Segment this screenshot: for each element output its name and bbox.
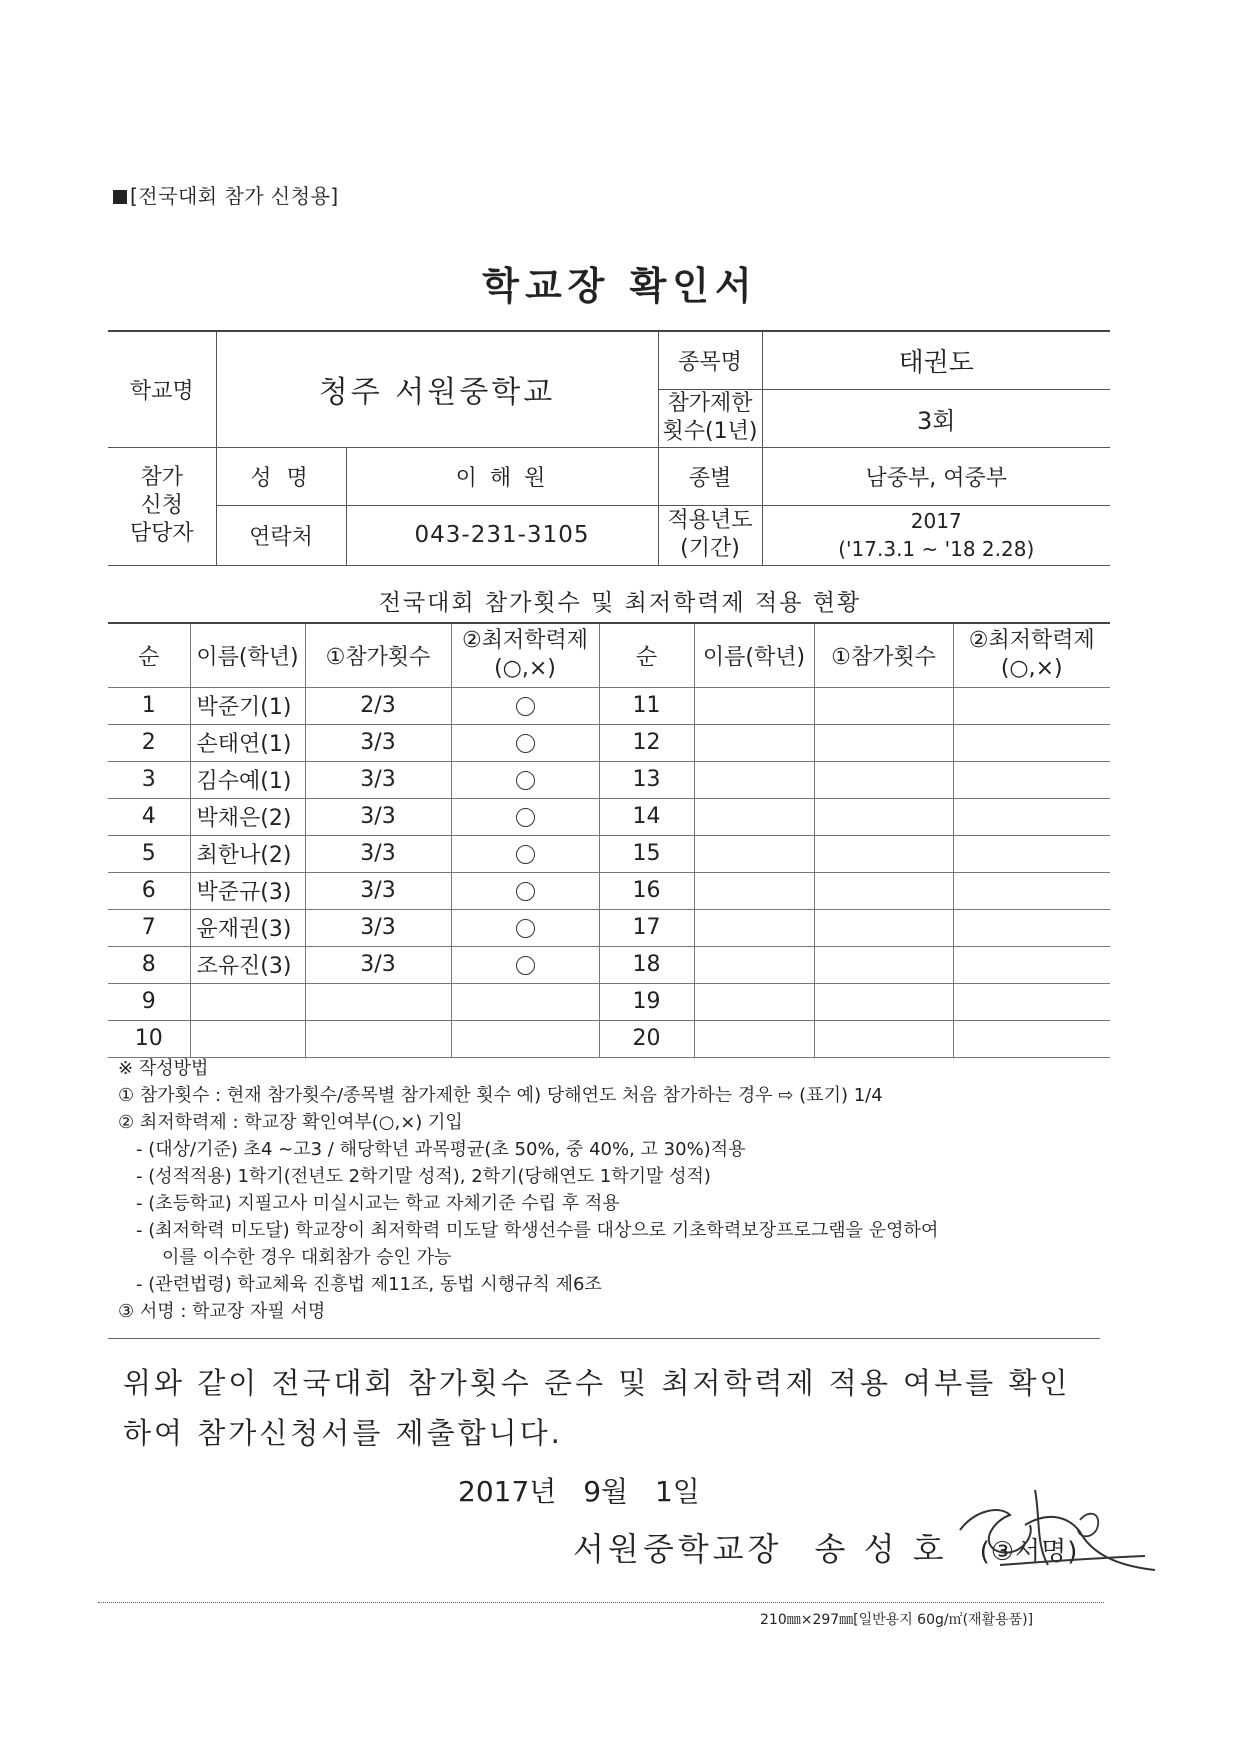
row-no-right: 14 — [599, 798, 694, 835]
note-item: - (대상/기준) 초4 ~고3 / 해당학년 과목평균(초 50%, 중 40%, 고 30%)적용 — [136, 1139, 746, 1160]
academic-check — [451, 983, 599, 1020]
participation-count: 3/3 — [305, 761, 451, 798]
year-label — [658, 505, 762, 565]
circle-mark-icon — [516, 919, 535, 938]
circle-mark-icon — [516, 956, 535, 975]
participation-count-right — [814, 724, 953, 761]
participation-count-right — [814, 687, 953, 724]
row-no-right: 16 — [599, 872, 694, 909]
student-name-right — [694, 687, 814, 724]
student-name-right — [694, 761, 814, 798]
applicant-label — [108, 447, 216, 565]
participation-count: 3/3 — [305, 946, 451, 983]
header-no-right: 순 — [599, 623, 694, 687]
student-name-right — [694, 1020, 814, 1057]
participation-count: 3/3 — [305, 872, 451, 909]
sport-value: 태권도 — [762, 331, 1110, 389]
participation-count-right — [814, 798, 953, 835]
limit-label-line1: 참가제한 — [667, 391, 753, 416]
student-name: 박채은(2) — [190, 798, 305, 835]
contact-value: 043-231-3105 — [346, 505, 658, 565]
footer-divider — [98, 1602, 1104, 1603]
table-row — [108, 687, 1110, 724]
writing-instructions — [118, 1055, 1108, 1325]
header-academic-right-line1: ②최저학력제 — [968, 628, 1095, 654]
info-table — [108, 330, 1110, 566]
document-title: 학교장 확인서 — [482, 264, 758, 308]
note-item: ② 최저학력제 : 학교장 확인여부(○,×) 기입 — [118, 1112, 463, 1133]
table-row — [108, 724, 1110, 761]
participation-count-right — [814, 946, 953, 983]
limit-label-line2: 횟수(1년) — [662, 419, 758, 444]
limit-label — [658, 389, 762, 447]
header-academic — [451, 623, 599, 687]
participation-count-right — [814, 909, 953, 946]
participation-count: 3/3 — [305, 909, 451, 946]
confirmation-date: 2017년 9월 1일 — [458, 1475, 700, 1508]
note-item: ① 참가횟수 : 현재 참가횟수/종목별 참가제한 횟수 예) 당해연도 처음 참가하는 경우 ⇨ (표기) 1/4 — [118, 1085, 883, 1106]
applicant-label-line1: 참가 — [140, 465, 183, 490]
records-table — [108, 622, 1110, 1058]
header-name-right: 이름(학년) — [694, 623, 814, 687]
academic-check-right — [953, 1020, 1110, 1057]
row-no-right: 12 — [599, 724, 694, 761]
note-item: - (성적적용) 1학기(전년도 2학기말 성적), 2학기(당해연도 1학기말 성적) — [136, 1166, 711, 1187]
circle-mark-icon — [516, 734, 535, 753]
table-row — [108, 946, 1110, 983]
student-name: 김수예(1) — [190, 761, 305, 798]
student-name — [190, 983, 305, 1020]
participation-count — [305, 1020, 451, 1057]
row-no-right: 11 — [599, 687, 694, 724]
academic-check — [451, 946, 599, 983]
academic-check-right — [953, 724, 1110, 761]
paper-spec: 210㎜×297㎜[일반용지 60g/㎡(재활용품)] — [760, 1612, 1034, 1628]
academic-check-right — [953, 946, 1110, 983]
row-no: 9 — [108, 983, 190, 1020]
academic-check-right — [953, 798, 1110, 835]
student-name-right — [694, 872, 814, 909]
header-count: ①참가횟수 — [305, 623, 451, 687]
student-name-right — [694, 835, 814, 872]
form-tag-text: [전국대회 참가 신청용] — [130, 184, 339, 208]
academic-check-right — [953, 909, 1110, 946]
participation-count: 3/3 — [305, 835, 451, 872]
confirmation-line1: 위와 같이 전국대회 참가횟수 준수 및 최저학력제 적용 여부를 확인 — [123, 1366, 1071, 1400]
participation-count — [305, 983, 451, 1020]
school-label: 학교명 — [108, 331, 216, 447]
student-name: 최한나(2) — [190, 835, 305, 872]
limit-value: 3회 — [762, 389, 1110, 447]
participation-count-right — [814, 872, 953, 909]
academic-check-right — [953, 835, 1110, 872]
academic-check — [451, 872, 599, 909]
circle-mark-icon — [516, 845, 535, 864]
academic-check — [451, 761, 599, 798]
student-name: 박준규(3) — [190, 872, 305, 909]
confirmation-line2: 하여 참가신청서를 제출합니다. — [123, 1416, 563, 1450]
name-value: 이 해 원 — [346, 447, 658, 505]
table-row — [108, 983, 1110, 1020]
form-tag — [113, 180, 339, 209]
records-header-row — [108, 623, 1110, 687]
applicant-label-line2: 신청 — [140, 493, 183, 518]
division-label: 종별 — [658, 447, 762, 505]
academic-check — [451, 909, 599, 946]
student-name-right — [694, 798, 814, 835]
circle-mark-icon — [516, 771, 535, 790]
applicant-label-line3: 담당자 — [129, 521, 194, 546]
table-row — [108, 1020, 1110, 1057]
table-row — [108, 798, 1110, 835]
student-name: 조유진(3) — [190, 946, 305, 983]
student-name — [190, 1020, 305, 1057]
note-item: - (최저학력 미도달) 학교장이 최저학력 미도달 학생선수를 대상으로 기초학력보장프로그램을 운영하여 — [136, 1220, 939, 1241]
student-name-right — [694, 724, 814, 761]
row-no: 10 — [108, 1020, 190, 1057]
academic-check-right — [953, 687, 1110, 724]
table-row — [108, 835, 1110, 872]
participation-count-right — [814, 761, 953, 798]
row-no-right: 15 — [599, 835, 694, 872]
handwritten-signature-icon — [940, 1470, 1170, 1580]
academic-check-right — [953, 872, 1110, 909]
participation-count-right — [814, 1020, 953, 1057]
academic-check — [451, 835, 599, 872]
participation-count: 2/3 — [305, 687, 451, 724]
row-no: 8 — [108, 946, 190, 983]
row-no-right: 13 — [599, 761, 694, 798]
header-academic-line2: (○,×) — [494, 656, 556, 682]
sign-note: (③서명) — [979, 1537, 1079, 1567]
student-name: 박준기(1) — [190, 687, 305, 724]
signer-name: 송 성 호 — [814, 1530, 948, 1568]
row-no-right: 18 — [599, 946, 694, 983]
square-bullet-icon — [113, 190, 127, 204]
row-no-right: 17 — [599, 909, 694, 946]
note-item: - (초등학교) 지필고사 미실시교는 학교 자체기준 수립 후 적용 — [136, 1193, 620, 1214]
table-row — [108, 909, 1110, 946]
header-count-right: ①참가횟수 — [814, 623, 953, 687]
records-section-title: 전국대회 참가횟수 및 최저학력제 적용 현황 — [378, 590, 862, 616]
header-academic-right-line2: (○,×) — [1000, 656, 1063, 682]
academic-check — [451, 724, 599, 761]
header-academic-line1: ②최저학력제 — [462, 628, 588, 654]
table-row — [108, 761, 1110, 798]
contact-label: 연락처 — [216, 505, 346, 565]
academic-check-right — [953, 761, 1110, 798]
year-value-line1: 2017 — [910, 509, 962, 533]
student-name: 손태연(1) — [190, 724, 305, 761]
academic-check — [451, 687, 599, 724]
confirmation-text — [123, 1358, 1083, 1458]
year-label-line1: 적용년도 — [667, 508, 753, 533]
header-academic-right — [953, 623, 1110, 687]
participation-count-right — [814, 983, 953, 1020]
row-no: 1 — [108, 687, 190, 724]
year-label-line2: (기간) — [680, 536, 740, 561]
academic-check — [451, 1020, 599, 1057]
participation-count: 3/3 — [305, 724, 451, 761]
table-row — [108, 872, 1110, 909]
year-value — [762, 505, 1110, 565]
year-period: ('17.3.1 ~ '18 2.28) — [838, 537, 1035, 561]
row-no: 4 — [108, 798, 190, 835]
divider — [108, 1338, 1100, 1339]
notes-heading: ※ 작성방법 — [118, 1058, 209, 1079]
academic-check-right — [953, 983, 1110, 1020]
row-no: 5 — [108, 835, 190, 872]
row-no: 2 — [108, 724, 190, 761]
header-no: 순 — [108, 623, 190, 687]
row-no-right: 20 — [599, 1020, 694, 1057]
row-no: 3 — [108, 761, 190, 798]
name-label: 성 명 — [216, 447, 346, 505]
student-name: 윤재권(3) — [190, 909, 305, 946]
row-no-right: 19 — [599, 983, 694, 1020]
participation-count: 3/3 — [305, 798, 451, 835]
division-value: 남중부, 여중부 — [762, 447, 1110, 505]
header-name: 이름(학년) — [190, 623, 305, 687]
school-value: 청주 서원중학교 — [216, 331, 658, 447]
academic-check — [451, 798, 599, 835]
sport-label: 종목명 — [658, 331, 762, 389]
note-item: ③ 서명 : 학교장 자필 서명 — [118, 1301, 326, 1322]
circle-mark-icon — [516, 808, 535, 827]
note-item: 이를 이수한 경우 대회참가 승인 가능 — [162, 1247, 452, 1268]
row-no: 6 — [108, 872, 190, 909]
row-no: 7 — [108, 909, 190, 946]
student-name-right — [694, 946, 814, 983]
participation-count-right — [814, 835, 953, 872]
circle-mark-icon — [516, 882, 535, 901]
signer-title: 서원중학교장 — [573, 1530, 783, 1568]
note-item: - (관련법령) 학교체육 진흥법 제11조, 동법 시행규칙 제6조 — [136, 1274, 602, 1295]
circle-mark-icon — [516, 697, 535, 716]
student-name-right — [694, 983, 814, 1020]
student-name-right — [694, 909, 814, 946]
